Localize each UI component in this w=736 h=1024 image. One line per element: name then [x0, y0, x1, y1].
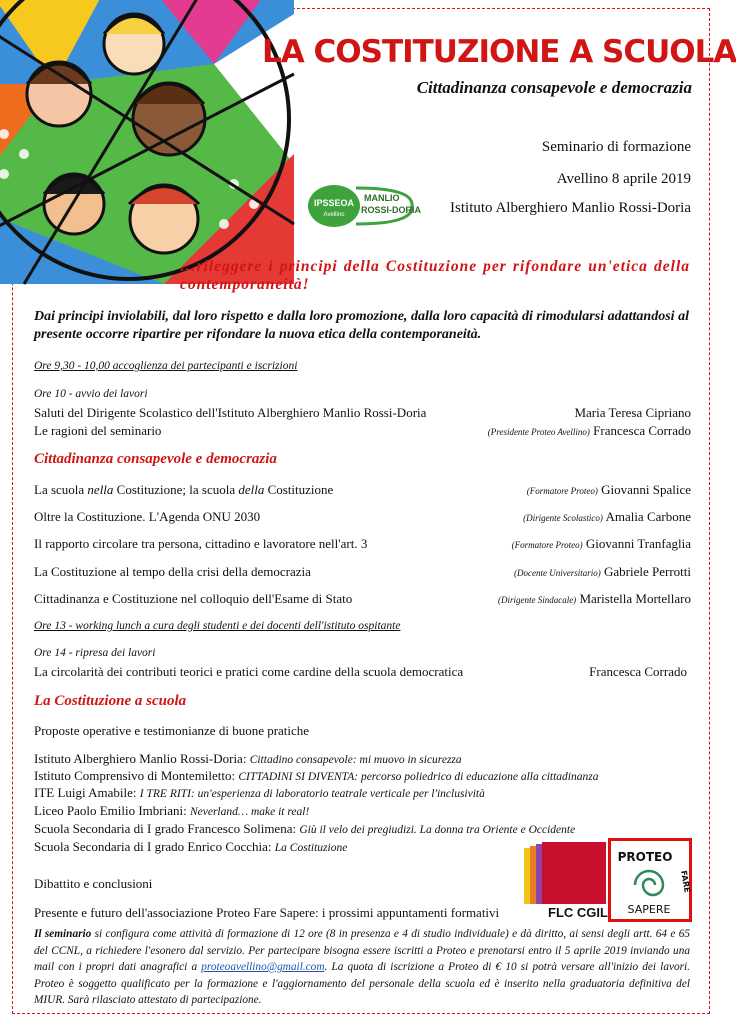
talk-speaker: Giovanni Spalice — [601, 482, 691, 497]
reasons-role: (Presidente Proteo Avellino) — [487, 427, 590, 437]
school-item: Istituto Comprensivo di Montemiletto: CITTADINI SI DIVENTA: percorso poliedrico di educazione alla cittadinanza — [34, 768, 599, 783]
talk-title: Cittadinanza e Costituzione nel colloquio dell'Esame di Stato — [34, 591, 353, 606]
quote: …rileggere i principi della Costituzione per rifondare un'etica della contemporaneità! — [180, 258, 690, 293]
circular-text: La circolarità dei contributi teorici e pratici come cardine della scuola democratica — [34, 664, 464, 679]
talk-title: Oltre la Costituzione. L'Agenda ONU 2030 — [34, 509, 261, 524]
talk-speaker-block — [512, 536, 691, 552]
talk-speaker-block — [523, 509, 691, 525]
section-title-citizenship: Cittadinanza consapevole e democrazia — [34, 451, 277, 467]
proteo-bottom-text: SAPERE — [627, 903, 671, 916]
greeting-text: Saluti del Dirigente Scolastico dell'Istituto Alberghiero Manlio Rossi-Doria — [34, 405, 427, 420]
reasons-row — [34, 423, 691, 439]
talk-speaker: Gabriele Perrotti — [604, 564, 691, 579]
schedule-start: Ore 10 - avvio dei lavori — [34, 388, 148, 400]
greeting-speaker: Maria Teresa Cipriano — [574, 405, 691, 420]
talk-role: (Dirigente Scolastico) — [523, 513, 603, 523]
talk-speaker: Giovanni Tranfaglia — [585, 536, 691, 551]
talk-title: La scuola nella Costituzione; la scuola della Costituzione — [34, 482, 334, 497]
logo-ipsseoa: IPSSEOA — [313, 198, 355, 208]
talk-speaker-block — [514, 564, 691, 580]
intro-paragraph: Dai principi inviolabili, dal loro rispetto e dalla loro promozione, dalla loro capacità di rimodularsi adattandosi al presente occorre ripartire per rifondare la nuova etica della contemporaneità. — [34, 309, 689, 342]
reasons-text: Le ragioni del seminario — [34, 423, 162, 438]
circular-row — [34, 664, 691, 680]
school-item: ITE Luigi Amabile: I TRE RITI: un'esperienza di laboratorio teatrale verticale per l'inclusività — [34, 785, 485, 800]
page-subtitle: Cittadinanza consapevole e democrazia — [416, 78, 692, 97]
school-logo — [308, 184, 422, 228]
talk-speaker-block — [527, 482, 691, 498]
colorful-children-artwork — [0, 0, 290, 280]
circular-speaker: Francesca Corrado — [589, 664, 687, 679]
event-type: Seminario di formazione — [541, 139, 691, 155]
talk-role: (Formatore Proteo) — [526, 486, 598, 496]
school-item: Liceo Paolo Emilio Imbriani: Neverland… make it real! — [34, 803, 310, 818]
proteo-side-text: FARE — [679, 869, 692, 894]
greeting-row — [34, 405, 691, 421]
talk-speaker: Amalia Carbone — [605, 509, 691, 524]
proteo-top-text: PROTEO — [617, 850, 673, 864]
schedule-resume: Ore 14 - ripresa dei lavori — [34, 647, 156, 659]
talk-speaker-block — [498, 591, 691, 607]
school-item: Scuola Secondaria di I grado Enrico Cocchia: La Costituzione — [34, 839, 348, 854]
footer-paragraph: Il seminario si configura come attività di formazione di 12 ore (8 in presenza e 4 di studio individuale) e dà diritto, ai sensi degli artt. 64 e 65 del CCNL, a richiedere l'esonero dal servizio. Per partecipare bisogna essere iscritti a Proteo e prenotarsi entro il 5 aprile 2019 inviando una mail con i propri dati anagrafici a proteoavellino@gmail.com. La quota di iscrizione a Proteo di € 10 si potrà versare all'inizio dei lavori. Proteo è soggetto qualificato per la formazione e l'aggiornamento del personale della scuola ed è inserito nella graduatoria definitiva del MIUR. Sarà rilasciato attestato di partecipazione. — [34, 928, 690, 1006]
place-date: Avellino 8 aprile 2019 — [556, 171, 691, 187]
logo-name-1: MANLIO — [364, 193, 400, 203]
section-title-school: La Costituzione a scuola — [34, 693, 187, 709]
school-item: Scuola Secondaria di I grado Francesco Solimena: Giù il velo dei pregiudizi. La donna tra Oriente e Occidente — [34, 821, 576, 836]
flc-cgil-label: FLC CGIL — [548, 905, 608, 920]
talk-role: (Dirigente Sindacale) — [497, 595, 577, 605]
talk-title: La Costituzione al tempo della crisi della democrazia — [34, 564, 311, 579]
schedule-welcome: Ore 9,30 - 10,00 accoglienza dei partecipanti e iscrizioni — [34, 360, 298, 372]
proposals-heading: Proposte operative e testimonianze di buone pratiche — [34, 723, 310, 738]
talk-title: Il rapporto circolare tra persona, cittadino e lavoratore nell'art. 3 — [34, 536, 368, 551]
page-title: LA COSTITUZIONE A SCUOLA — [262, 34, 736, 70]
logo-avellino: Avellino — [323, 212, 345, 218]
talk-row — [34, 591, 691, 607]
school-item: Istituto Alberghiero Manlio Rossi-Doria: Cittadino consapevole: mi muovo in sicurezza — [34, 751, 462, 766]
talk-row — [34, 564, 691, 580]
email-link[interactable]: proteoavellino@gmail.com — [201, 961, 325, 973]
proteo-logo — [608, 838, 692, 922]
talk-speaker: Maristella Mortellaro — [579, 591, 691, 606]
talk-role: (Formatore Proteo) — [511, 540, 583, 550]
schedule-lunch: Ore 13 - working lunch a cura degli studenti e dei docenti dell'istituto ospitante — [34, 620, 401, 632]
logo-name-2: ROSSI-DORIA — [361, 205, 422, 215]
reasons-speaker: Francesca Corrado — [593, 423, 691, 438]
debate-line: Dibattito e conclusioni — [34, 876, 153, 891]
footer-lead: Il seminario — [34, 928, 92, 940]
talk-role: (Docente Universitario) — [514, 568, 601, 578]
talk-row — [34, 482, 691, 498]
venue: Istituto Alberghiero Manlio Rossi-Doria — [450, 200, 691, 216]
talk-row — [34, 509, 691, 525]
reasons-speaker-block — [488, 423, 691, 439]
future-line: Presente e futuro dell'associazione Proteo Fare Sapere: i prossimi appuntamenti formativi — [34, 905, 500, 920]
talk-row — [34, 536, 691, 552]
